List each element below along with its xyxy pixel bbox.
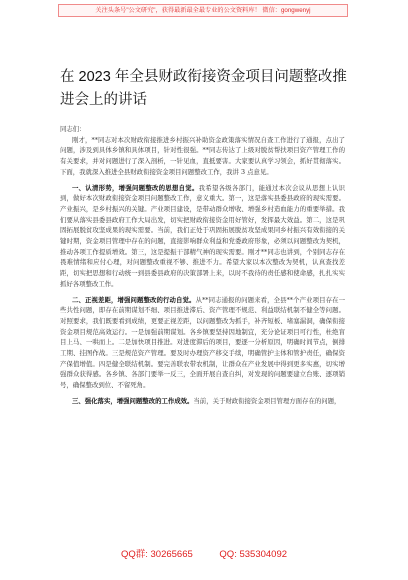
section-2-heading: 二、正视差距，增强问题整改的行动自觉。 [72,295,196,304]
document-title: 在 2023 年全县财政衔接资金项目问题整改推进会上的讲话 [60,69,347,108]
document-body [60,124,345,407]
intro-paragraph: 刚才，**同志对本次财政衔接推进乡村振兴补助资金政策落实情况自查工作进行了通报，点出了问题，涉及到具体乡镇和具体项目，针对性很强。**同志传达了上级对脱贫帮扶项目资产管理工作的有关要求，并对问题进行了深入剖析，一针见血，直抵要害。大家要认真学习领会，抓好贯彻落实。下面，我就深入推进全县财政衔接资金项目问题整改工作，我讲 3 点意见。 [60,135,345,176]
greeting: 同志们： [60,125,86,133]
qq-group: QQ群: 30265665 [120,549,193,560]
section-3 [60,396,345,407]
promo-banner: 关注头条号"公文研究"，获得最新最全最专业的公文资料库！ 微信：gongwenyj [58,4,348,17]
section-1 [60,183,345,290]
qq-number: QQ: 535304092 [219,549,288,560]
section-3-text: 当前，关于财政衔接资金项目管理方面存在的问题， [193,396,341,405]
section-1-text: 我希望各级各部门，能通过本次会议从思想上认识到，做好本次财政衔接资金项目问题整改工作，意义重大。第一，这是落实县委县政府的现实需要。产业振兴，是乡村振兴的关键。产业项目建设，是带动群众增收、增强乡村造血能力的重要举措。我们要从落实县委县政府工作大局出发，切实把财政衔接资金用好管好，发挥最大效益。第二，这是巩固拓展脱贫攻坚成果的现实需要。当前，我们正处于巩固拓展脱贫攻坚成果同乡村振兴有效衔接的关键时期，资金项目管理中存在的问题，直接影响群众利益和党委政府形象，必须以问题整改为契机，推动各项工作提质增效。第三，这是提振干部精气神的现实需要。刚才**同志也讲到，个别同志存在畏难情绪和应付心理，对问题整改重视不够、推进不力。希望大家以本次整改为契机，认真查找差距，切实把思想和行动统一到县委县政府的决策部署上来，以时不我待的责任感和使命感，扎扎实实抓好各项整改工作。 [60,183,346,288]
section-2 [60,295,345,391]
section-2-text: 从**同志通报的问题来看，全县**个产业项目存在一些共性问题，即存在前期谋划不细、项目推进滞后、资产管理不规范、利益联结机制不健全等问题。对照要求，我们既要看到成绩，更要正视差距，以问题整改为抓手，补齐短板、堵塞漏洞，确保衔接资金项目规范高效运行。一是加强前期谋划。各乡镇要坚持因地制宜，充分论证项目可行性，杜绝盲目上马、一哄而上。二是加快项目推进。对进度滞后的项目，要逐一分析原因，明确时间节点，倒排工期、挂图作战。三是规范资产管理。要及时办理资产移交手续，明确管护主体和管护责任，确保资产保值增值。四是健全联结机制。要完善联农带农机制，让群众在产业发展中得到更多实惠，切实增强群众获得感。各乡镇、各部门要举一反三，全面开展自查自纠，对发现的问题要建立台账、逐项销号，确保整改到位、不留死角。 [60,295,346,390]
section-3-heading: 三、强化落实，增强问题整改的工作成效。 [72,396,194,405]
section-1-heading: 一、认清形势，增强问题整改的思想自觉。 [72,183,199,192]
contact-footer [0,546,408,560]
